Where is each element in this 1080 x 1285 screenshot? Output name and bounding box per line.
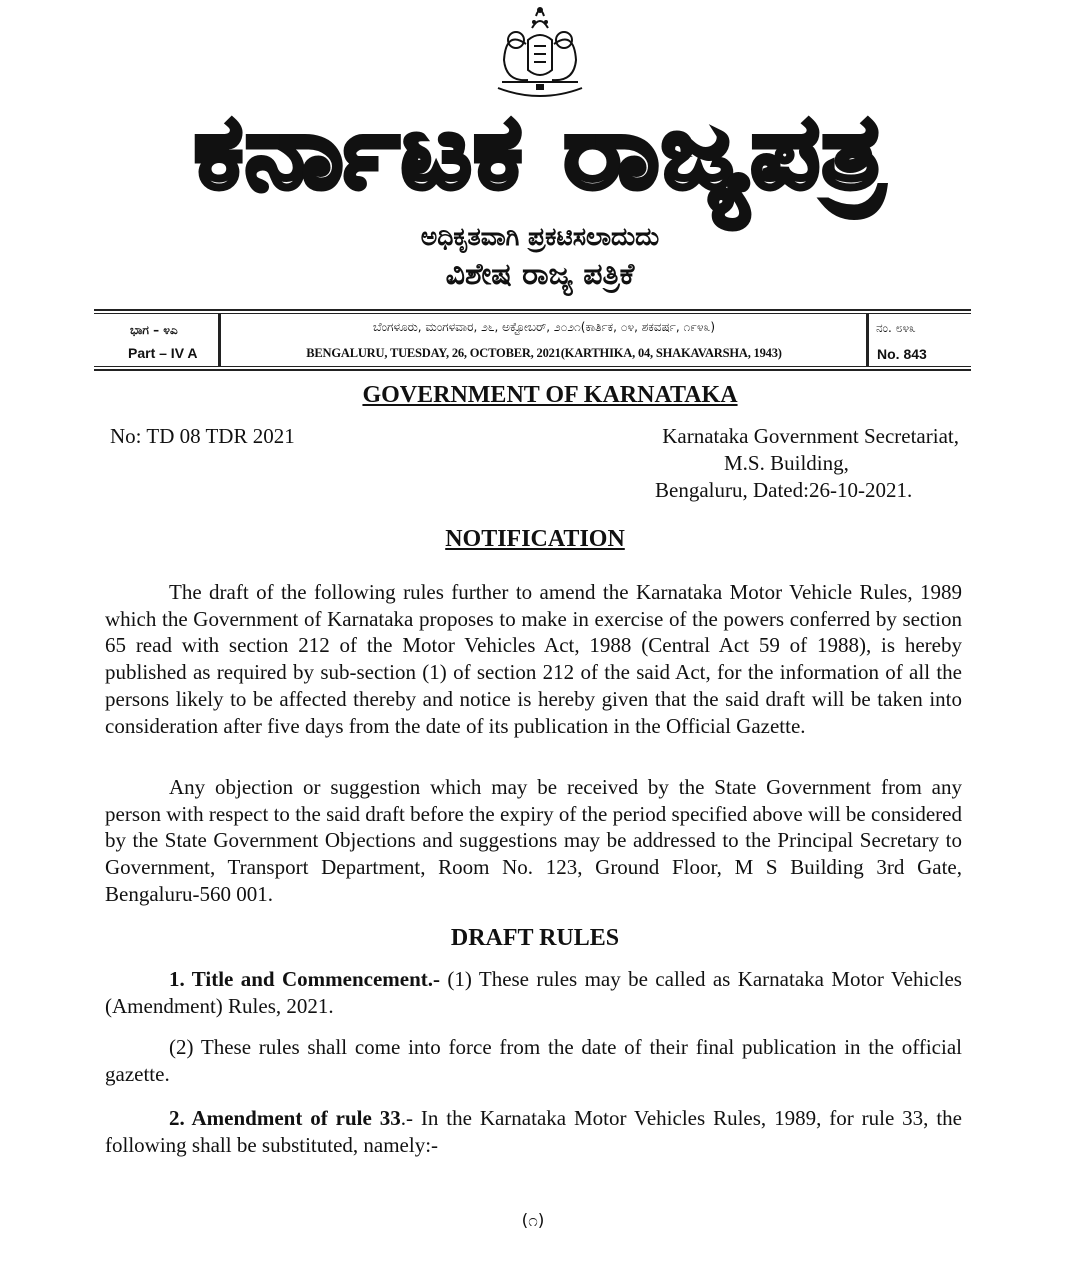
rule-2-text: .- In the Karnataka Motor Vehicles Rules, 1989, for rule 33, the following shall be substituted, namely:- — [105, 1106, 962, 1157]
notification-paragraph-1: The draft of the following rules further to amend the Karnataka Motor Vehicle Rules, 1989 which the Government of Karnataka proposes to make in exercise of the powers conferred by section 65 read with section 212 of the Motor Vehicles Act, 1988 (Central Act 59 of 1988), is hereby published as required by sub-section (1) of section 212 of the said Act, for the information of all the persons likely to be affected thereby and notice is hereby given that the said draft will be taken into consideration after five days from the date of its publication in the Official Gazette. — [105, 580, 962, 738]
draft-rules-title: DRAFT RULES — [450, 925, 620, 951]
notification-paragraph-2: Any objection or suggestion which may be received by the State Government from any person with respect to the said draft before the expiry of the period specified above will be considered by the State Government Objections and suggestions may be addressed to the Principal Secretary to Government, Transport Department, Room No. 123, Ground Floor, M S Building 3rd Gate, Bengaluru-560 001. — [105, 775, 962, 906]
notification-title: NOTIFICATION — [445, 526, 625, 552]
band-divider — [218, 314, 221, 366]
rule-1-paragraph — [105, 966, 962, 1019]
band-bottom-rule — [94, 369, 971, 371]
address-line-2: M.S. Building, — [724, 451, 849, 475]
gazette-masthead: ಕರ್ನಾಟಕ ರಾಜ್ಯಪತ್ರ — [194, 93, 886, 212]
reference-number: No: TD 08 TDR 2021 — [110, 424, 295, 448]
band-divider — [866, 314, 869, 366]
number-english: No. 843 — [877, 346, 927, 362]
rule-1-text: (1) These rules may be called as Karnataka Motor Vehicles (Amendment) Rules, 2021. — [105, 967, 962, 1018]
band-top-rule — [94, 309, 971, 311]
address-line-3: Bengaluru, Dated:26-10-2021. — [655, 478, 913, 502]
rule-2-paragraph — [105, 1105, 962, 1158]
band-bottom-rule-2 — [94, 366, 971, 367]
date-kannada: ಬೆಂಗಳೂರು, ಮಂಗಳವಾರ, ೨೬, ಅಕ್ಟೋಬರ್, ೨೦೨೧(ಕಾರ್ತಿಕ, ೦೪, ಶಕವರ್ಷ, ೧೯೪೩) — [372, 320, 716, 334]
part-english: Part – IV A — [128, 345, 198, 361]
gazette-info-band — [94, 314, 971, 366]
rule-2-heading: 2. Amendment of rule 33 — [169, 1106, 401, 1130]
rule-1-heading: 1. Title and Commencement.- — [169, 967, 440, 991]
number-kannada: ನಂ. ೮೪೩ — [876, 321, 916, 335]
address-line-1: Karnataka Government Secretariat, — [662, 424, 959, 448]
published-by-authority: ಅಧಿಕೃತವಾಗಿ ಪ್ರಕಟಿಸಲಾದುದು — [420, 222, 660, 251]
extraordinary-label: ವಿಶೇಷ ರಾಜ್ಯ ಪತ್ರಿಕೆ — [445, 257, 635, 292]
government-heading: GOVERNMENT OF KARNATAKA — [362, 382, 738, 408]
page-number: (೧) — [521, 1211, 545, 1231]
date-english: BENGALURU, TUESDAY, 26, OCTOBER, 2021(KARTHIKA, 04, SHAKAVARSHA, 1943) — [306, 346, 782, 360]
part-kannada: ಭಾಗ – ೪ಎ — [130, 323, 178, 337]
rule-1-subrule-2: (2) These rules shall come into force from the date of their final publication in the official gazette. — [105, 1035, 962, 1086]
